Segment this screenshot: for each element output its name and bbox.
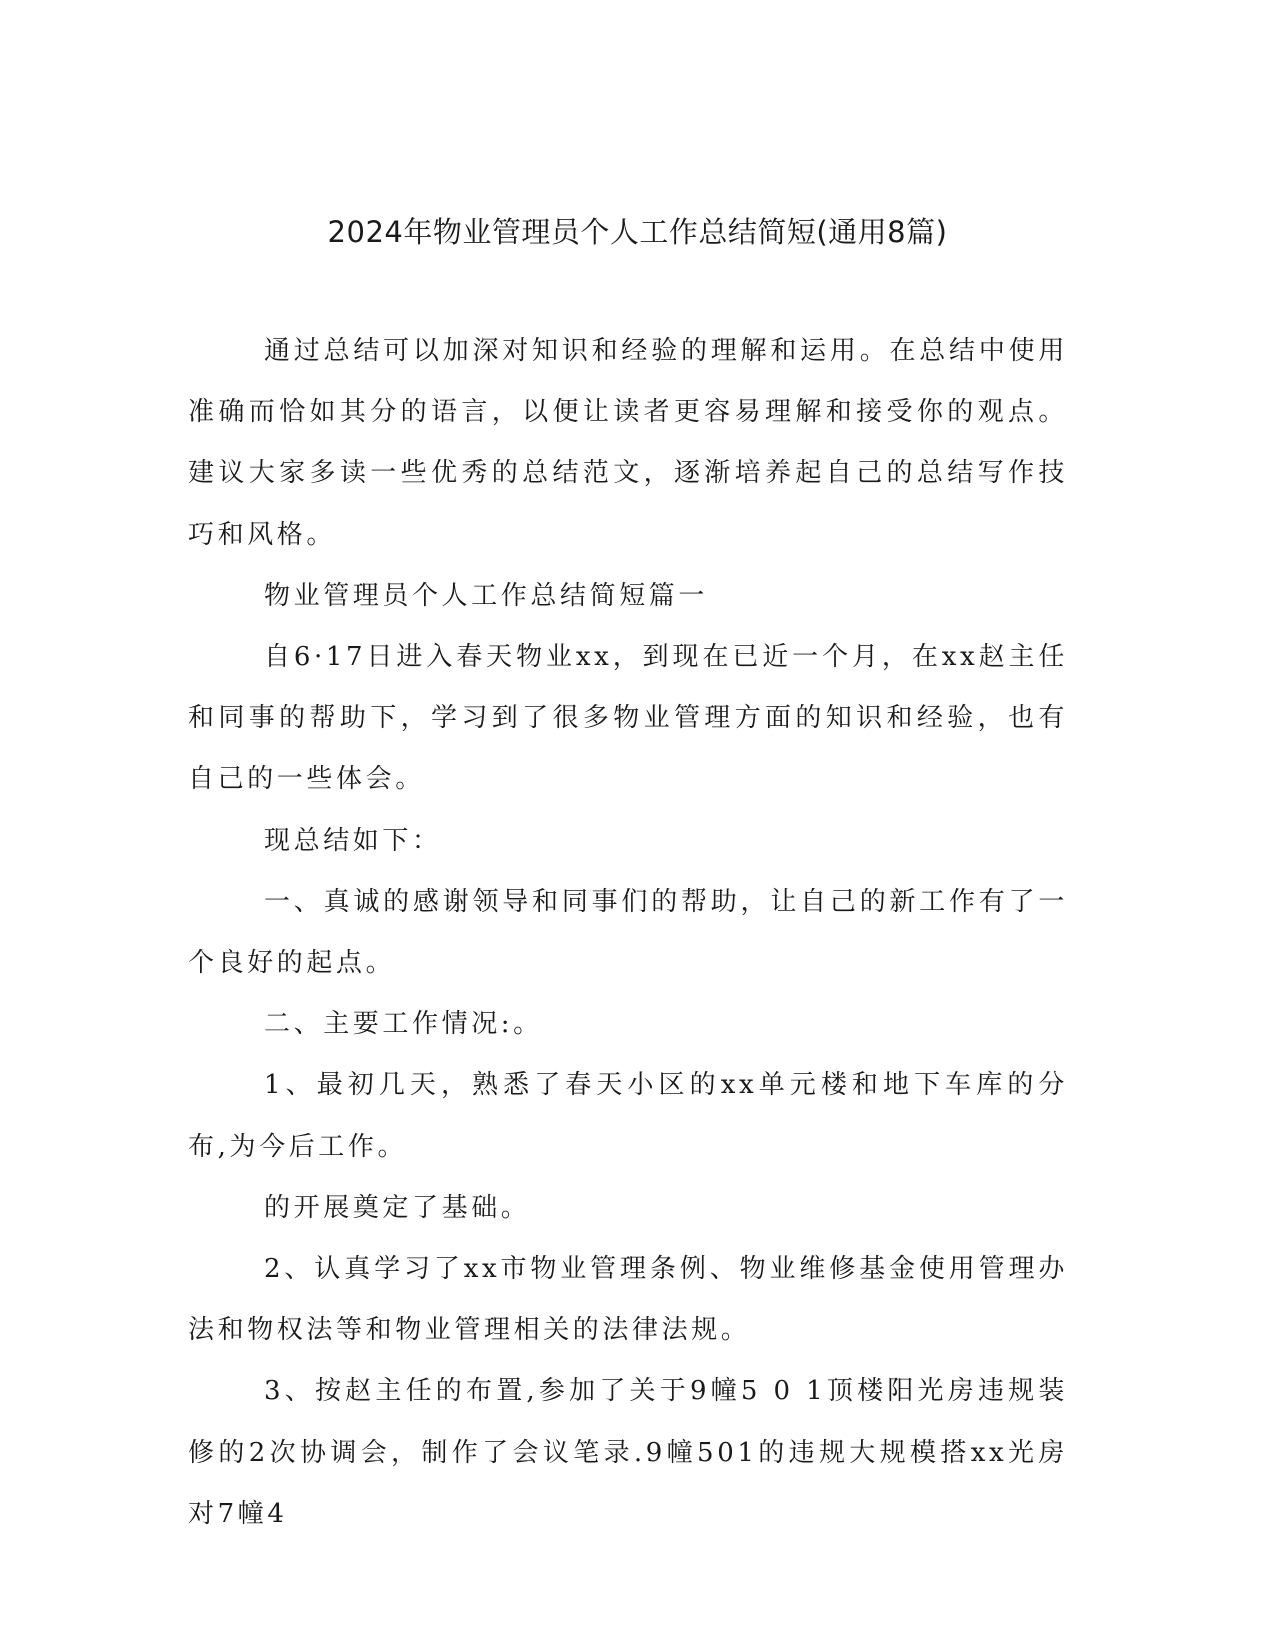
paragraph: 二、主要工作情况:。 xyxy=(264,1009,543,1040)
paragraph-intro: 通过总结可以加深对知识和经验的理解和运用。在总结中使用准确而恰如其分的语言，以便让读者更容易理解和接受你的观点。建议大家多读一些优秀的总结范文，逐渐培养起自己的总结写作技巧和风格。 xyxy=(188,336,1068,550)
list-item: 1、最初几天，熟悉了春天小区的xx单元楼和地下车库的分布,为今后工作。 xyxy=(188,1070,1068,1162)
list-item: 3、按赵主任的布置,参加了关于9幢5 0 1顶楼阳光房违规装修的2次协调会，制作了会议笔录.9幢501的违规大规模搭xx光房对7幢4 xyxy=(188,1376,1068,1529)
list-item: 2、认真学习了xx市物业管理条例、物业维修基金使用管理办法和物权法等和物业管理相关的法律法规。 xyxy=(188,1254,1068,1346)
paragraph: 自6·17日进入春天物业xx，到现在已近一个月，在xx赵主任和同事的帮助下，学习到了很多物业管理方面的知识和经验，也有自己的一些体会。 xyxy=(188,642,1068,795)
paragraph: 的开展奠定了基础。 xyxy=(264,1192,531,1223)
section-heading-1: 物业管理员个人工作总结简短篇一 xyxy=(264,580,709,611)
paragraph: 现总结如下： xyxy=(264,825,442,856)
document-body xyxy=(188,321,1068,1545)
paragraph: 一、真诚的感谢领导和同事们的帮助，让自己的新工作有了一个良好的起点。 xyxy=(188,886,1068,979)
document-title: 2024年物业管理员个人工作总结简短(通用8篇) xyxy=(327,215,948,249)
